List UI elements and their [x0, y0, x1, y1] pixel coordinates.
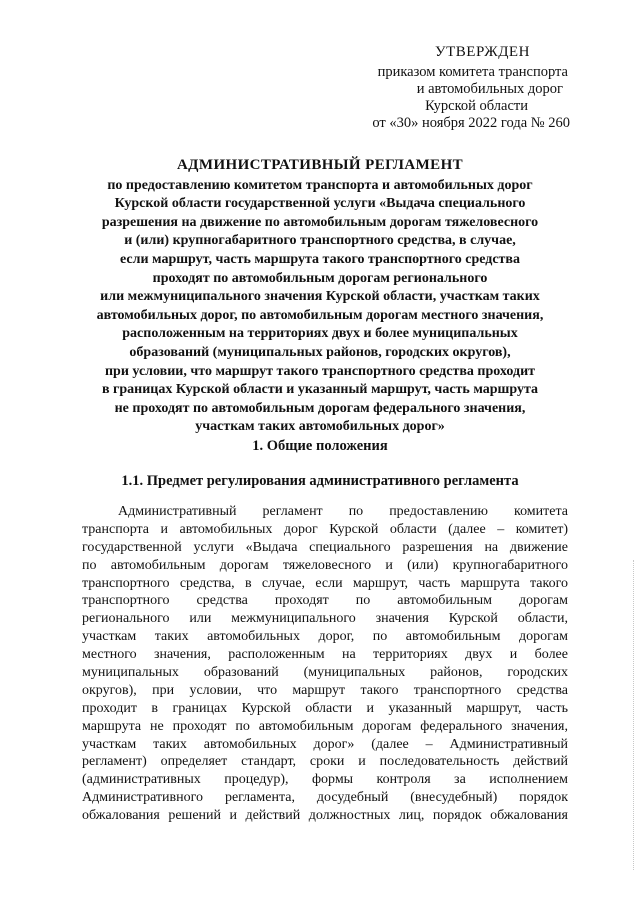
regulation-subtitle-line: при условии, что маршрут такого транспортного средства проходит [104, 363, 536, 379]
regulation-subtitle-line: автомобильных дорог, по автомобильным дорогам местного значения, [96, 307, 544, 323]
regulation-subtitle-line: Курской области государственной услуги «Выдача специального [114, 196, 526, 212]
regulation-subtitle-line: в границах Курской области и указанный маршрут, часть маршрута [101, 382, 539, 398]
regulation-subtitle-line: если маршрут, часть маршрута такого транспортного средства [119, 251, 520, 267]
regulation-subtitle-line: проходят по автомобильным дорогам регионального [152, 270, 488, 286]
regulation-subtitle-line: образований (муниципальных районов, городских округов), [129, 344, 511, 360]
regulation-subtitle-line: и (или) крупногабаритного транспортного средства, в случае, [124, 233, 516, 249]
body-line: регламент) определяет стандарт, сроки и последовательность действий [82, 754, 568, 770]
regulation-subtitle-line: или межмуниципального значения Курской области, участкам таких [100, 289, 540, 305]
body-line: по автомобильным дорогам тяжеловесного и (или) крупногабаритного [82, 557, 568, 573]
body-line: муниципальных образований (муниципальных районов, городских [82, 665, 568, 681]
regulation-subtitle-line: расположенным на территориях двух и более муниципальных [122, 326, 518, 342]
scan-edge-mark [631, 560, 634, 870]
regulation-subtitle-line: участкам таких автомобильных дорог» [195, 419, 445, 435]
body-line: транспортного средства, в случае, если маршрут, часть маршрута такого [82, 575, 568, 591]
approval-line: и автомобильных дорог [416, 81, 563, 97]
section-heading: 1. Общие положения [252, 438, 388, 454]
body-line: участкам таких автомобильных дорог» (далее – Административный [82, 736, 568, 752]
body-line: проходит в границах Курской области и указанный маршрут, часть [82, 700, 568, 716]
approval-line: от «30» ноября 2022 года № 260 [372, 115, 570, 131]
subsection-heading: 1.1. Предмет регулирования административного регламента [121, 473, 519, 489]
body-line: обжалования решений и действий должностных лиц, порядок обжалования [82, 808, 568, 824]
regulation-subtitle-line: по предоставлению комитетом транспорта и автомобильных дорог [107, 177, 533, 193]
body-line: государственной услуги «Выдача специального разрешения на движение [82, 539, 568, 555]
regulation-subtitle-line: разрешения на движение по автомобильным дорогам тяжеловесного [101, 214, 539, 230]
body-line: Административный регламент по предоставлению комитета [118, 504, 568, 519]
body-line: транспортного средства проходят по автомобильным дорогам [82, 593, 568, 609]
approval-line: приказом комитета транспорта [377, 64, 568, 80]
body-paragraph [82, 503, 568, 825]
approval-title: УТВЕРЖДЕН [435, 44, 530, 60]
body-line: Административного регламента, досудебный (внесудебный) порядок [82, 790, 568, 806]
regulation-title: АДМИНИСТРАТИВНЫЙ РЕГЛАМЕНТ [176, 157, 464, 173]
regulation-title-block [70, 156, 570, 437]
body-line: местного значения, расположенным на территориях двух и более [82, 647, 568, 663]
approval-line: Курской области [425, 98, 528, 114]
body-line: округов), при условии, что маршрут такого транспортного средства [82, 682, 568, 698]
approval-stamp [320, 44, 582, 132]
body-line: маршрута не проходят по автомобильным дорогам федерального значения, [82, 718, 568, 734]
body-line: регионального или межмуниципального значения Курской области, [82, 611, 568, 627]
body-line: транспорта и автомобильных дорог Курской области (далее – комитет) [82, 521, 568, 537]
body-line: участкам таких автомобильных дорог, по автомобильным дорогам [82, 629, 568, 645]
regulation-subtitle-line: не проходят по автомобильным дорогам федерального значения, [114, 400, 526, 416]
body-line: (административных процедур), формы контроля за исполнением [82, 772, 568, 788]
